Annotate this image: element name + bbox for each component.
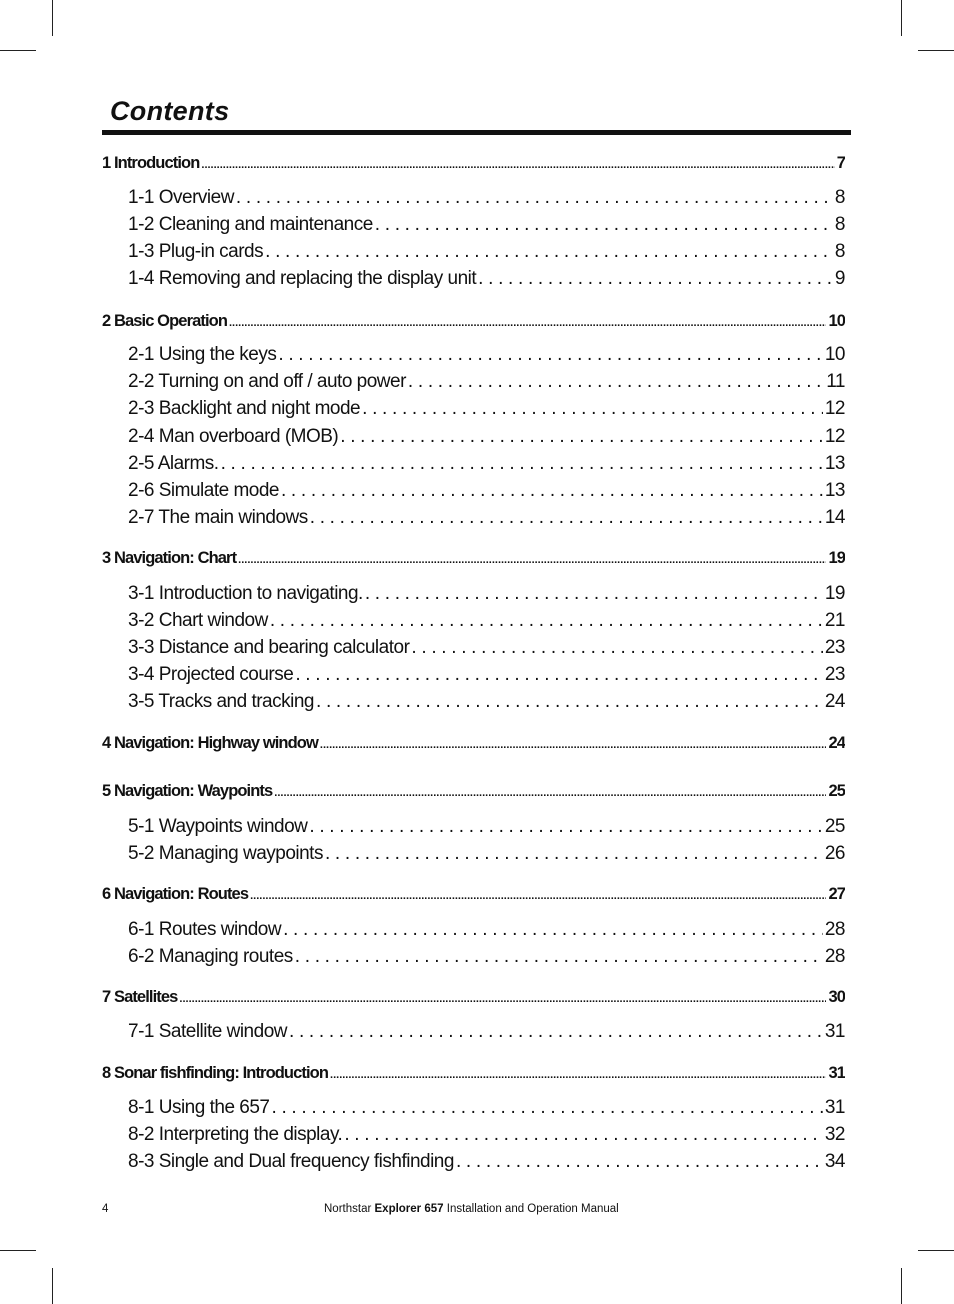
toc-chapter-label: 6 Navigation: Routes [102, 885, 249, 903]
toc-chapter[interactable] [102, 782, 845, 801]
toc-section-label: 6-1 Routes window [128, 919, 282, 940]
toc-section-label: 2-5 Alarms. [128, 453, 219, 474]
toc-section-label: 2-2 Turning on and off / auto power [128, 371, 406, 392]
toc-leader-dots [201, 154, 834, 173]
footer-brand: Northstar [324, 1203, 372, 1215]
toc-section-label: 6-2 Managing routes [128, 946, 293, 967]
toc-leader-dots [179, 988, 826, 1007]
toc-leader-dots [238, 549, 826, 568]
toc-section-page: 28 [824, 946, 845, 967]
toc-leader-dots [309, 816, 822, 838]
toc-leader-dots [295, 664, 823, 686]
toc-section-page: 8 [834, 214, 845, 235]
toc-section-page: 25 [824, 816, 845, 837]
toc-chapter-label: 2 Basic Operation [102, 312, 227, 330]
toc-section[interactable] [128, 371, 845, 393]
toc-section-label: 8-3 Single and Dual frequency fishfinding [128, 1151, 454, 1172]
toc-chapter[interactable] [102, 549, 845, 568]
toc-chapter-page: 24 [828, 734, 845, 752]
toc-section[interactable] [128, 583, 845, 605]
toc-section[interactable] [128, 946, 845, 968]
toc-section-page: 13 [824, 453, 845, 474]
toc-section-page: 9 [834, 268, 845, 289]
crop-mark [918, 1250, 954, 1251]
toc-chapter[interactable] [102, 885, 845, 904]
toc-section[interactable] [128, 664, 845, 686]
toc-section-page: 8 [834, 241, 845, 262]
toc-chapter[interactable] [102, 1064, 845, 1083]
toc-chapter-label: 4 Navigation: Highway window [102, 734, 318, 752]
crop-mark [52, 0, 53, 36]
toc-leader-dots [325, 843, 823, 865]
toc-section[interactable] [128, 1124, 845, 1146]
toc-chapter[interactable] [102, 734, 845, 753]
toc-section-label: 3-3 Distance and bearing calculator [128, 637, 410, 658]
toc-leader-dots [283, 919, 823, 941]
crop-mark [918, 50, 954, 51]
toc-leader-dots [411, 637, 822, 659]
toc-section[interactable] [128, 507, 845, 529]
toc-chapter-page: 19 [828, 549, 845, 567]
toc-section[interactable] [128, 480, 845, 502]
toc-leader-dots [316, 691, 823, 713]
toc-leader-dots [320, 734, 827, 753]
toc-leader-dots [229, 312, 826, 331]
toc-section-label: 2-1 Using the keys [128, 344, 277, 365]
toc-section[interactable] [128, 691, 845, 713]
toc-leader-dots [295, 946, 823, 968]
toc-section[interactable] [128, 426, 845, 448]
toc-leader-dots [270, 610, 823, 632]
toc-chapter-label: 8 Sonar fishfinding: Introduction [102, 1064, 329, 1082]
toc-section[interactable] [128, 268, 845, 290]
title-rule [102, 130, 851, 135]
toc-chapter[interactable] [102, 312, 845, 331]
crop-mark [52, 1268, 53, 1304]
toc-section-page: 10 [824, 344, 845, 365]
crop-mark [901, 0, 902, 36]
toc-leader-dots [340, 426, 823, 448]
toc-section-label: 3-1 Introduction to navigating. [128, 583, 363, 604]
toc-section-label: 3-2 Chart window [128, 610, 268, 631]
toc-section-label: 3-5 Tracks and tracking [128, 691, 314, 712]
toc-leader-dots [250, 885, 826, 904]
toc-leader-dots [365, 583, 823, 605]
toc-section-page: 28 [824, 919, 845, 940]
toc-section-page: 13 [824, 480, 845, 501]
toc-chapter-page: 10 [828, 312, 845, 330]
toc-section-label: 2-6 Simulate mode [128, 480, 279, 501]
toc-section-label: 2-7 The main windows [128, 507, 308, 528]
toc-section-page: 14 [824, 507, 845, 528]
toc-leader-dots [278, 344, 823, 366]
toc-section-label: 1-3 Plug-in cards [128, 241, 264, 262]
toc-leader-dots [221, 453, 823, 475]
toc-section[interactable] [128, 816, 845, 838]
toc-section-page: 8 [834, 187, 845, 208]
toc-chapter-label: 1 Introduction [102, 154, 200, 172]
toc-section-page: 21 [824, 610, 845, 631]
toc-section[interactable] [128, 398, 845, 420]
toc-chapter-page: 30 [828, 988, 845, 1006]
toc-section-label: 3-4 Projected course [128, 664, 294, 685]
toc-chapter-label: 7 Satellites [102, 988, 178, 1006]
toc-section[interactable] [128, 637, 845, 659]
toc-leader-dots [330, 1064, 826, 1083]
toc-section-page: 31 [824, 1097, 845, 1118]
toc-section-label: 5-1 Waypoints window [128, 816, 308, 837]
toc-section[interactable] [128, 919, 845, 941]
toc-section-page: 23 [824, 664, 845, 685]
toc-leader-dots [375, 214, 833, 236]
toc-section-page: 19 [824, 583, 845, 604]
toc-section-label: 8-1 Using the 657 [128, 1097, 270, 1118]
toc-section-label: 1-4 Removing and replacing the display unit [128, 268, 477, 289]
toc-leader-dots [310, 507, 823, 529]
toc-section[interactable] [128, 241, 845, 263]
toc-section[interactable] [128, 610, 845, 632]
footer-product: Explorer 657 [374, 1203, 444, 1215]
toc-section-label: 2-4 Man overboard (MOB) [128, 426, 339, 447]
toc-leader-dots [456, 1151, 823, 1173]
toc-section-label: 5-2 Managing waypoints [128, 843, 323, 864]
crop-mark [0, 50, 36, 51]
toc-section-label: 1-2 Cleaning and maintenance [128, 214, 373, 235]
footer-page-number: 4 [102, 1203, 109, 1215]
toc-section-label: 1-1 Overview [128, 187, 234, 208]
toc-leader-dots [265, 241, 833, 263]
toc-chapter-page: 7 [836, 154, 845, 172]
toc-section-label: 7-1 Satellite window [128, 1021, 287, 1042]
toc-chapter[interactable] [102, 988, 845, 1007]
toc-chapter-label: 3 Navigation: Chart [102, 549, 237, 567]
toc-chapter-page: 25 [828, 782, 845, 800]
toc-chapter-page: 31 [828, 1064, 845, 1082]
toc-section-page: 31 [824, 1021, 845, 1042]
toc-leader-dots [289, 1021, 823, 1043]
page-title: Contents [110, 96, 230, 126]
toc-section-label: 8-2 Interpreting the display. [128, 1124, 343, 1145]
toc-section-page: 12 [824, 398, 845, 419]
toc-leader-dots [236, 187, 833, 209]
toc-section-page: 26 [824, 843, 845, 864]
toc-section[interactable] [128, 344, 845, 366]
toc-leader-dots [362, 398, 823, 420]
toc-leader-dots [281, 480, 823, 502]
toc-section-label: 2-3 Backlight and night mode [128, 398, 361, 419]
toc-section[interactable] [128, 214, 845, 236]
footer-rest: Installation and Operation Manual [446, 1203, 619, 1215]
toc-section[interactable] [128, 1151, 845, 1173]
toc-section[interactable] [128, 843, 845, 865]
toc-leader-dots [478, 268, 833, 290]
toc-section[interactable] [128, 1021, 845, 1043]
toc-chapter-label: 5 Navigation: Waypoints [102, 782, 273, 800]
toc-section-page: 12 [824, 426, 845, 447]
toc-leader-dots [344, 1124, 823, 1146]
toc-section[interactable] [128, 1097, 845, 1119]
toc-section[interactable] [128, 453, 845, 475]
toc-leader-dots [274, 782, 826, 801]
crop-mark [0, 1250, 36, 1251]
toc-section-page: 23 [824, 637, 845, 658]
toc-section-page: 11 [826, 371, 845, 392]
toc-section-page: 32 [824, 1124, 845, 1145]
toc-section-page: 24 [824, 691, 845, 712]
toc-chapter[interactable] [102, 154, 845, 173]
toc-section-page: 34 [824, 1151, 845, 1172]
crop-mark [901, 1268, 902, 1304]
toc-leader-dots [408, 371, 824, 393]
toc-section[interactable] [128, 187, 845, 209]
toc-chapter-page: 27 [828, 885, 845, 903]
toc-leader-dots [272, 1097, 823, 1119]
